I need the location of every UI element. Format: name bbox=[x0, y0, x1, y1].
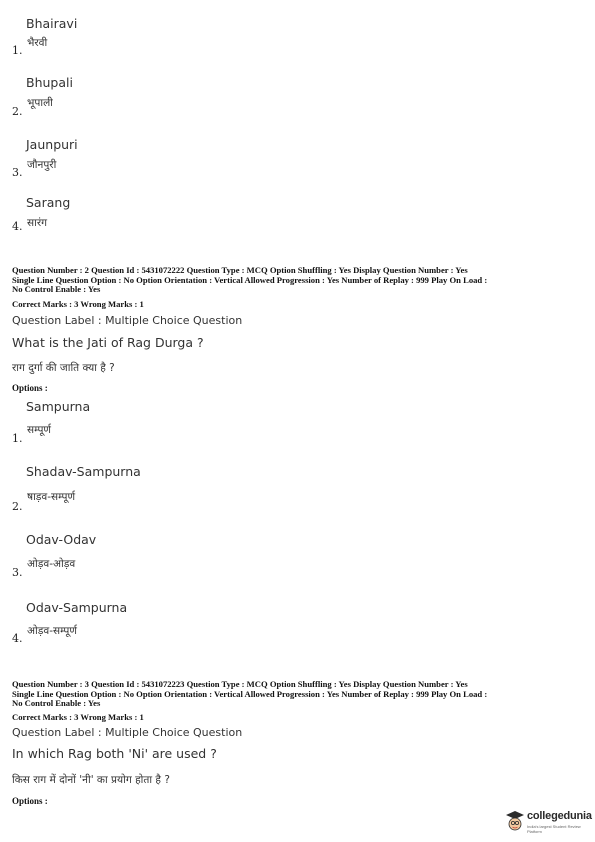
option-number: 1. bbox=[12, 432, 23, 445]
option-number: 3. bbox=[12, 166, 23, 179]
option-hindi-text: जौनपुरी bbox=[27, 159, 57, 171]
marks-info: Correct Marks : 3 Wrong Marks : 1 bbox=[12, 712, 144, 722]
question-label: Question Label : Multiple Choice Question bbox=[12, 314, 243, 327]
option-hindi-text: ओड़व-ओड़व bbox=[27, 558, 76, 570]
collegedunia-logo bbox=[505, 808, 591, 836]
option-english-text: Odav-Sampurna bbox=[26, 600, 128, 615]
options-label: Options : bbox=[12, 383, 48, 393]
option-number: 2. bbox=[12, 500, 23, 513]
meta-line: Question Number : 3 Question Id : 5431072223 Question Type : MCQ Option Shuffling : Yes Display Question Number : Yes bbox=[12, 679, 468, 689]
meta-line: Question Number : 2 Question Id : 5431072222 Question Type : MCQ Option Shuffling : Yes Display Question Number : Yes bbox=[12, 265, 468, 275]
question-text-english: In which Rag both 'Ni' are used ? bbox=[12, 746, 217, 761]
meta-line: No Control Enable : Yes bbox=[12, 698, 101, 709]
question-text-english: What is the Jati of Rag Durga ? bbox=[12, 335, 204, 350]
option-hindi-text: सम्पूर्ण bbox=[27, 424, 52, 436]
option-number: 1. bbox=[12, 44, 23, 57]
question-meta bbox=[12, 680, 587, 709]
question-label: Question Label : Multiple Choice Question bbox=[12, 726, 243, 739]
option-english-text: Shadav-Sampurna bbox=[26, 464, 141, 479]
option-number: 2. bbox=[12, 105, 23, 118]
meta-line: Single Line Question Option : No Option Orientation : Vertical Allowed Progression : Yes Number of Replay : 999 Play On Load : bbox=[12, 274, 488, 285]
meta-line: No Control Enable : Yes bbox=[12, 284, 101, 295]
option-hindi-text: सारंग bbox=[27, 217, 48, 229]
option-hindi-text: षाड़व-सम्पूर्ण bbox=[27, 491, 76, 503]
option-english-text: Bhupali bbox=[26, 75, 73, 90]
option-english-text: Bhairavi bbox=[26, 16, 78, 31]
logo-tagline: India's largest Student Review Platform bbox=[527, 824, 581, 834]
option-number: 3. bbox=[12, 566, 23, 579]
option-english-text: Jaunpuri bbox=[26, 137, 78, 152]
option-number: 4. bbox=[12, 632, 23, 645]
option-hindi-text: भूपाली bbox=[27, 97, 53, 109]
meta-line: Single Line Question Option : No Option Orientation : Vertical Allowed Progression : Yes Number of Replay : 999 Play On Load : bbox=[12, 688, 488, 699]
option-hindi-text: ओड़व-सम्पूर्ण bbox=[27, 625, 77, 637]
question-text-hindi: राग दुर्गा की जाति क्या है ? bbox=[12, 362, 115, 374]
question-meta bbox=[12, 266, 587, 295]
option-english-text: Sampurna bbox=[26, 399, 91, 414]
marks-info: Correct Marks : 3 Wrong Marks : 1 bbox=[12, 299, 144, 309]
question-text-hindi: किस राग में दोनों 'नी' का प्रयोग होता है ? bbox=[12, 774, 170, 786]
option-english-text: Odav-Odav bbox=[26, 532, 97, 547]
logo-wordmark: collegedunia bbox=[527, 810, 592, 822]
option-english-text: Sarang bbox=[26, 195, 71, 210]
option-hindi-text: भैरवी bbox=[27, 37, 48, 49]
graduate-mascot-icon bbox=[505, 810, 525, 834]
option-number: 4. bbox=[12, 220, 23, 233]
options-label: Options : bbox=[12, 796, 48, 806]
